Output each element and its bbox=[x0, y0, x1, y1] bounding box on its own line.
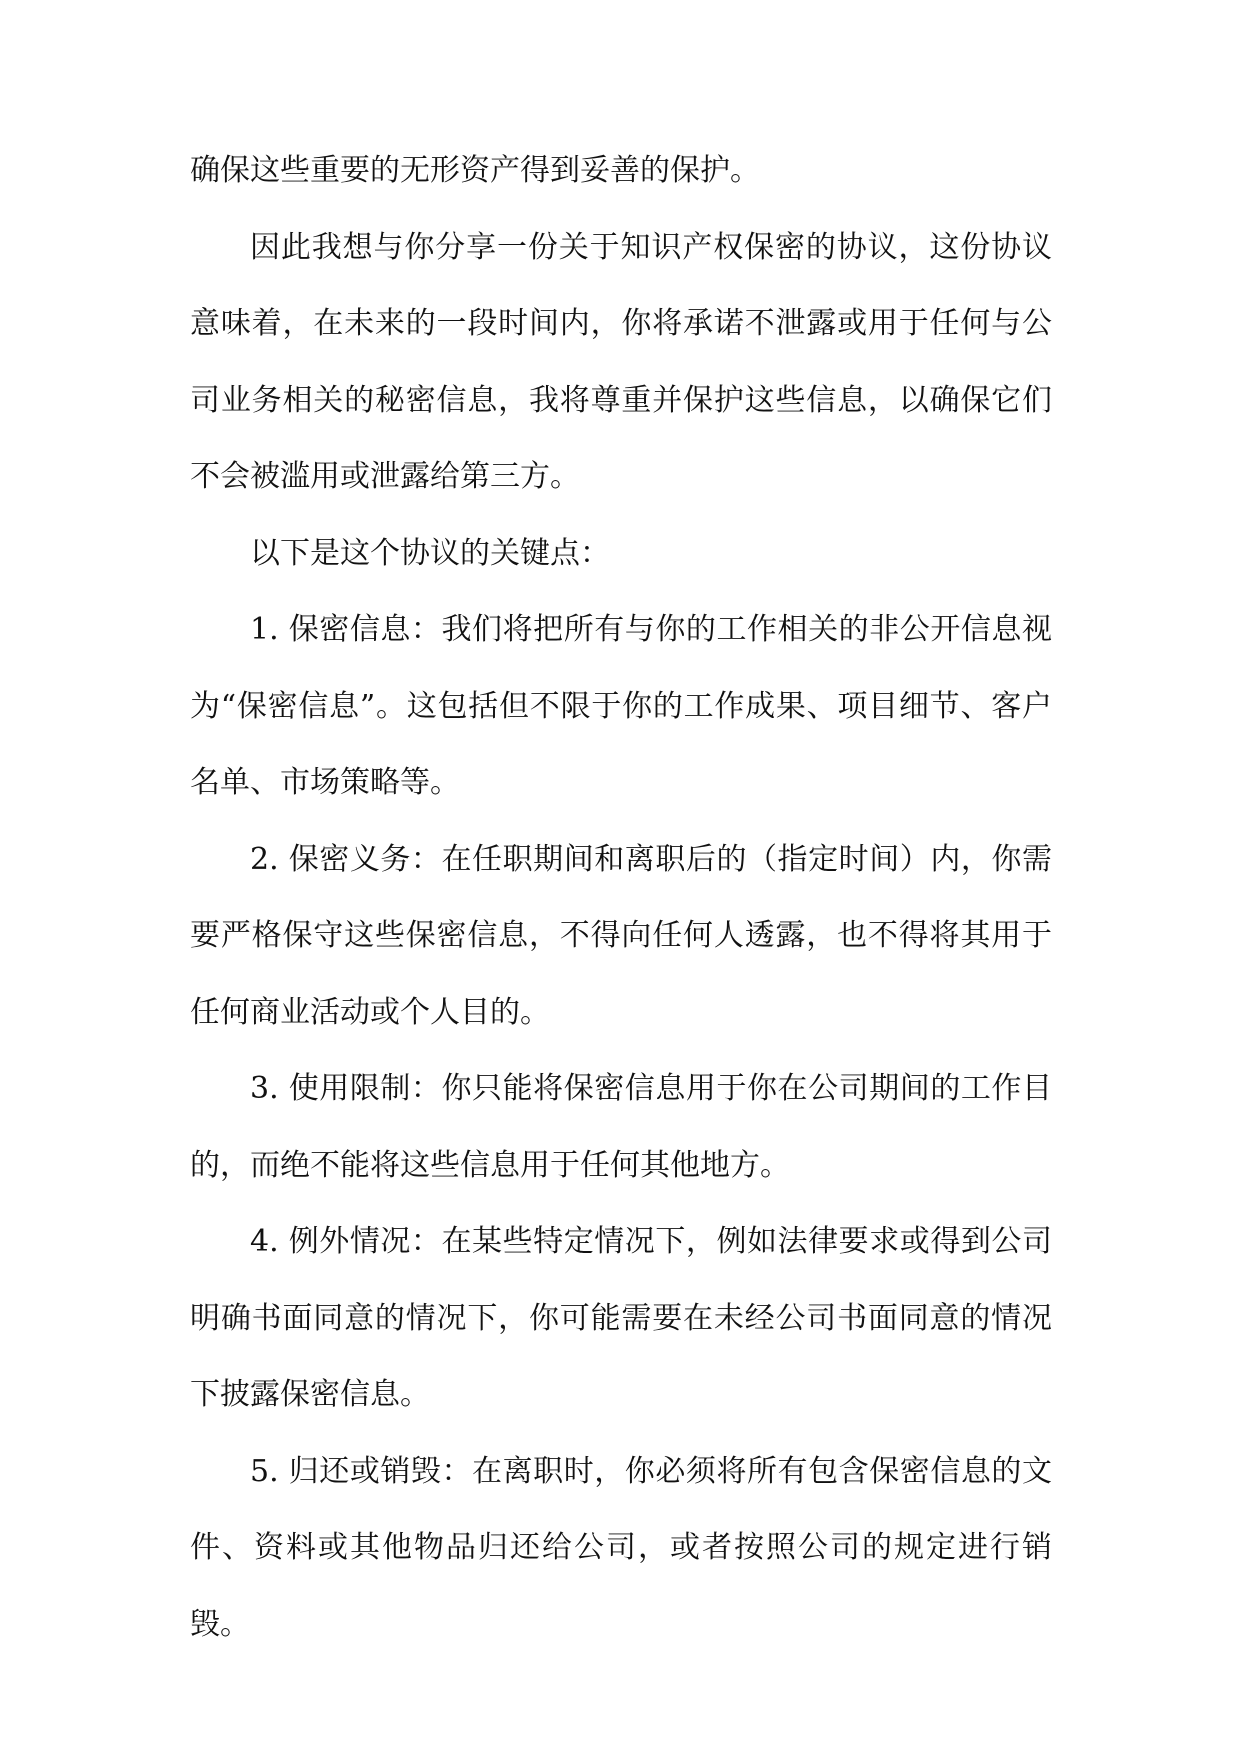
paragraph-intro-continuation: 确保这些重要的无形资产得到妥善的保护。 bbox=[190, 153, 760, 188]
paragraph-point-1-confidential-info: 1. 保密信息：我们将把所有与你的工作相关的非公开信息视为“保密信息”。这包括但不限于你的工作成果、项目细节、客户名单、市场策略等。 bbox=[190, 612, 1052, 800]
paragraph-key-points-heading: 以下是这个协议的关键点： bbox=[250, 535, 610, 571]
paragraph-agreement-intro: 因此我想与你分享一份关于知识产权保密的协议，这份协议意味着，在未来的一段时间内，你将承诺不泄露或用于任何与公司业务相关的秘密信息，我将尊重并保护这些信息，以确保它们不会被滥用或泄露给第三方。 bbox=[190, 229, 1052, 494]
paragraph-point-3-usage-restriction: 3. 使用限制：你只能将保密信息用于你在公司期间的工作目的，而绝不能将这些信息用于任何其他地方。 bbox=[190, 1071, 1052, 1183]
paragraph-point-4-exceptions: 4. 例外情况：在某些特定情况下，例如法律要求或得到公司明确书面同意的情况下，你可能需要在未经公司书面同意的情况下披露保密信息。 bbox=[190, 1224, 1052, 1412]
paragraph-point-5-return-or-destroy: 5. 归还或销毁：在离职时，你必须将所有包含保密信息的文件、资料或其他物品归还给公司，或者按照公司的规定进行销毁。 bbox=[190, 1453, 1052, 1642]
document-page bbox=[190, 133, 1052, 1663]
paragraph-point-2-confidentiality-duty: 2. 保密义务：在任职期间和离职后的（指定时间）内，你需要严格保守这些保密信息，不得向任何人透露，也不得将其用于任何商业活动或个人目的。 bbox=[190, 841, 1052, 1030]
